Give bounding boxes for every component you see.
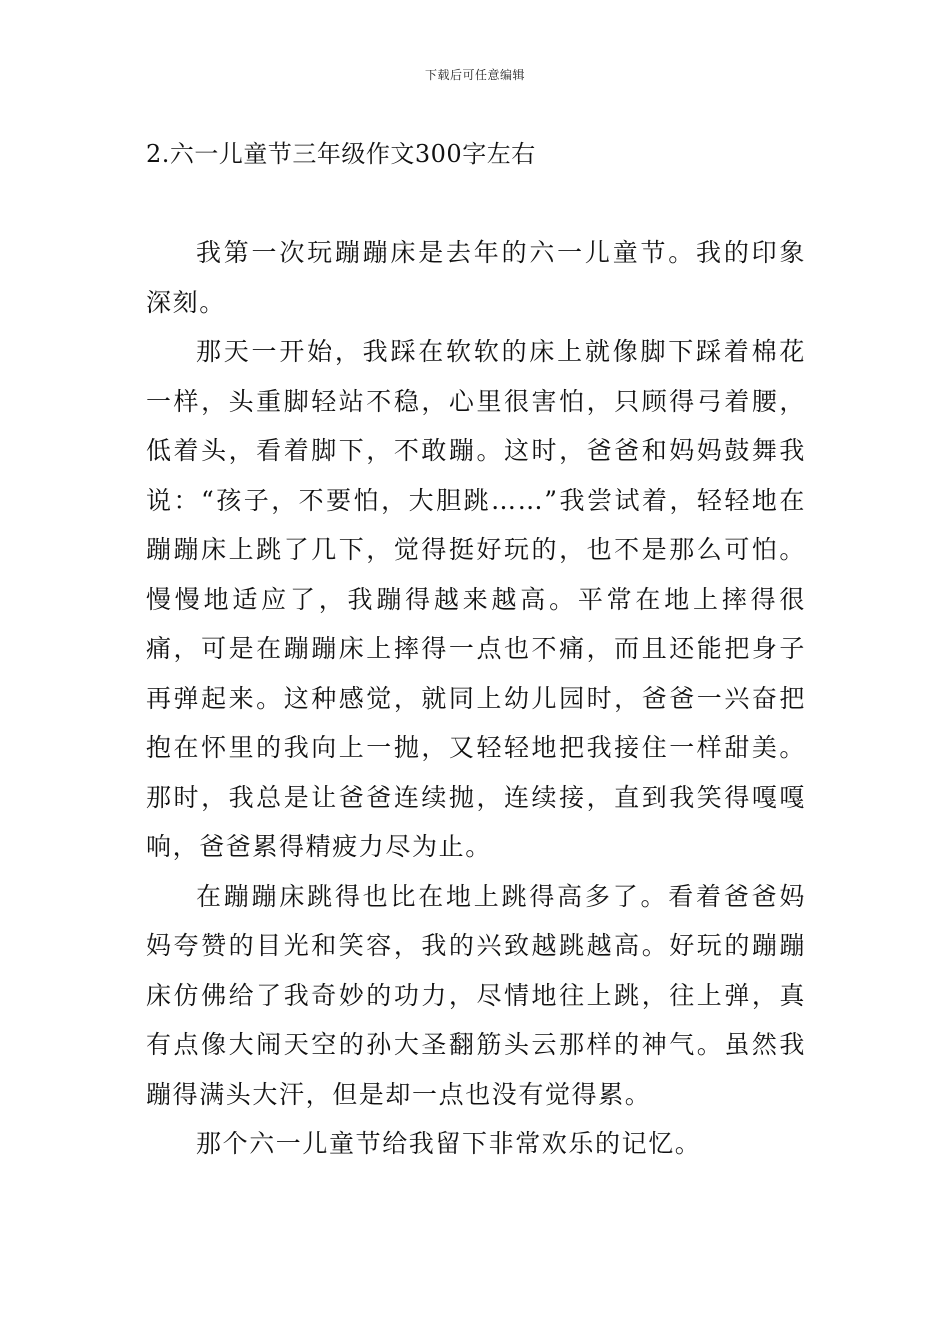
page-header: 下载后可任意编辑 [424, 68, 525, 82]
paragraph-4: 那个六一儿童节给我留下非常欢乐的记忆。 [196, 1129, 702, 1158]
paragraph-3: 在蹦蹦床跳得也比在地上跳得高多了。看着爸爸妈妈夸赞的目光和笑容，我的兴致越跳越高。好玩的蹦蹦床仿佛给了我奇妙的功力，尽情地往上跳，往上弹，真有点像大闹天空的孙大圣翻筋头云那样的神气。虽然我蹦得满头大汗，但是却一点也没有觉得累。 [146, 881, 806, 1109]
document-title: 2.六一儿童节三年级作文300字左右 [146, 140, 536, 168]
paragraph-2: 那天一开始，我踩在软软的床上就像脚下踩着棉花一样，头重脚轻站不稳，心里很害怕，只顾得弓着腰，低着头，看着脚下，不敢蹦。这时，爸爸和妈妈鼓舞我说：“孩子，不要怕，大胆跳……”我尝试着，轻轻地在蹦蹦床上跳了几下，觉得挺好玩的，也不是那么可怕。慢慢地适应了，我蹦得越来越高。平常在地上摔得很痛，可是在蹦蹦床上摔得一点也不痛，而且还能把身子再弹起来。这种感觉，就同上幼儿园时，爸爸一兴奋把抱在怀里的我向上一抛，又轻轻地把我接住一样甜美。那时，我总是让爸爸连续抛，连续接，直到我笑得嘎嘎响，爸爸累得精疲力尽为止。 [146, 337, 806, 861]
paragraph-1: 我第一次玩蹦蹦床是去年的六一儿童节。我的印象深刻。 [146, 238, 806, 317]
essay-body [146, 228, 806, 1169]
